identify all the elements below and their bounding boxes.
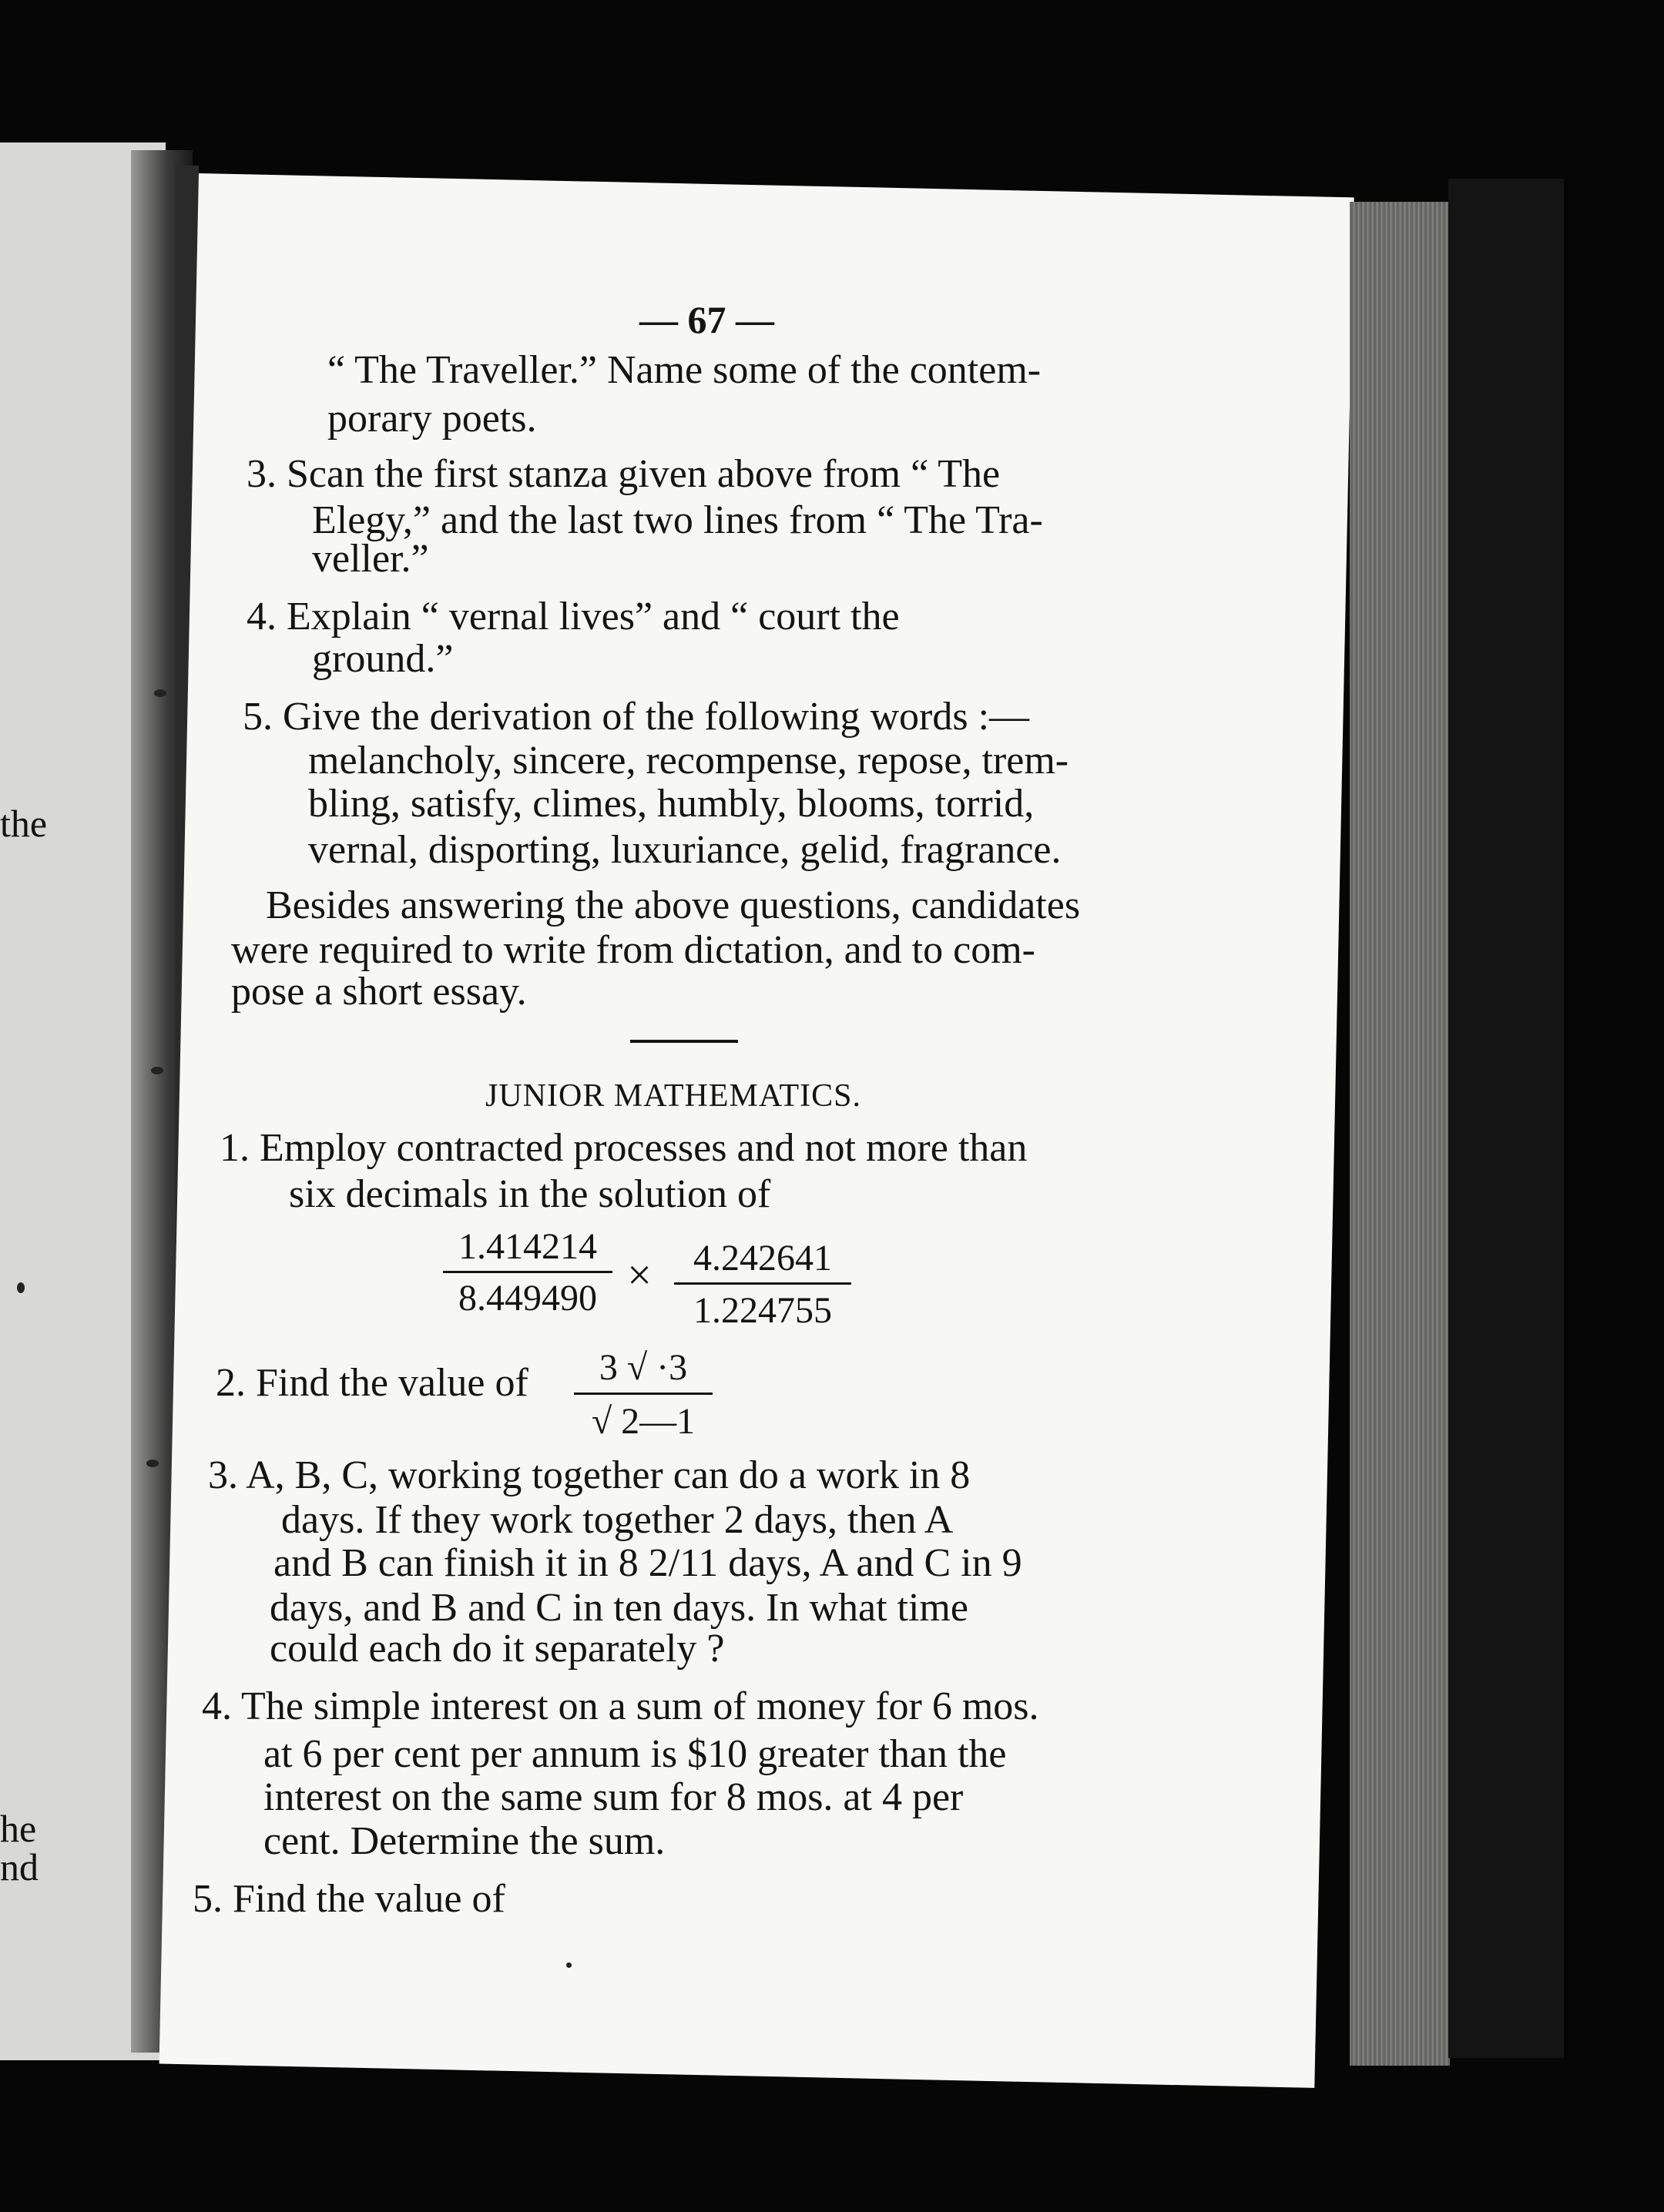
binding-mark — [151, 1067, 163, 1074]
math-q4-line: cent. Determine the sum. — [263, 1819, 666, 1863]
question-3-line: veller.” — [312, 537, 429, 581]
question-4-line: 4. Explain “ vernal lives” and “ court the — [247, 595, 900, 638]
question-4-line: ground.” — [312, 637, 454, 681]
left-page-fragment: nd — [0, 1845, 39, 1889]
math-q1-line: 1. Employ contracted processes and not more than — [220, 1126, 1028, 1170]
fraction-2-denominator: 1.224755 — [693, 1290, 832, 1331]
q2-denominator: √ 2—1 — [591, 1401, 696, 1442]
fraction-1-denominator: 8.449490 — [458, 1278, 597, 1319]
math-q4-line: interest on the same sum for 8 mos. at 4 per — [263, 1775, 964, 1819]
math-q3-line: days. If they work together 2 days, then A — [281, 1498, 954, 1542]
math-q3-line: 3. A, B, C, working together can do a work in 8 — [208, 1453, 971, 1497]
q2-fraction-bar — [574, 1393, 713, 1395]
math-q3-line: days, and B and C in ten days. In what time — [270, 1586, 968, 1630]
times-sign: × — [627, 1252, 652, 1299]
section-divider — [630, 1040, 738, 1043]
page-speck — [566, 1962, 572, 1968]
paragraph-line: were required to write from dictation, and to com- — [231, 928, 1035, 972]
binding-mark — [154, 689, 166, 697]
fraction-1-bar — [443, 1271, 612, 1273]
fraction-2-numerator: 4.242641 — [693, 1238, 832, 1279]
fraction-1-numerator: 1.414214 — [458, 1226, 597, 1267]
question-5-line: vernal, disporting, luxuriance, gelid, fragrance. — [308, 828, 1062, 872]
fraction-2-bar — [674, 1282, 851, 1285]
question-5-line: bling, satisfy, climes, humbly, blooms, torrid, — [308, 782, 1035, 826]
text-line: “ The Traveller.” Name some of the contem- — [327, 348, 1042, 392]
math-q5-line: 5. Find the value of — [193, 1877, 505, 1921]
paragraph-line: pose a short essay. — [231, 970, 527, 1014]
question-3-line: Elegy,” and the last two lines from “ The Tra- — [312, 498, 1043, 542]
text-line: porary poets. — [327, 397, 537, 441]
binding-mark — [146, 1460, 159, 1467]
math-q4-line: 4. The simple interest on a sum of money for 6 mos. — [202, 1684, 1039, 1728]
section-title: JUNIOR MATHEMATICS. — [485, 1078, 862, 1114]
question-3-line: 3. Scan the first stanza given above from “ The — [247, 452, 1001, 496]
question-5-line: melancholy, sincere, recompense, repose, trem- — [308, 739, 1069, 783]
math-q2-line: 2. Find the value of — [216, 1361, 528, 1405]
paragraph-line: Besides answering the above questions, candidates — [266, 883, 1081, 927]
page-number: — 67 — — [639, 298, 774, 341]
question-5-line: 5. Give the derivation of the following words :— — [243, 695, 1030, 739]
q2-numerator: 3 √ ·3 — [599, 1347, 688, 1388]
math-q1-line: six decimals in the solution of — [289, 1172, 771, 1216]
left-page-fragment: he — [0, 1807, 37, 1850]
math-q4-line: at 6 per cent per annum is $10 greater than the — [263, 1732, 1007, 1776]
book-cover — [1448, 179, 1564, 2058]
math-q3-line: could each do it separately ? — [270, 1627, 725, 1671]
left-page-fragment: the — [0, 802, 48, 845]
left-page-speck — [17, 1282, 25, 1293]
math-q3-line: and B can finish it in 8 2/11 days, A and C in 9 — [273, 1541, 1022, 1585]
page-edges — [1350, 202, 1450, 2066]
